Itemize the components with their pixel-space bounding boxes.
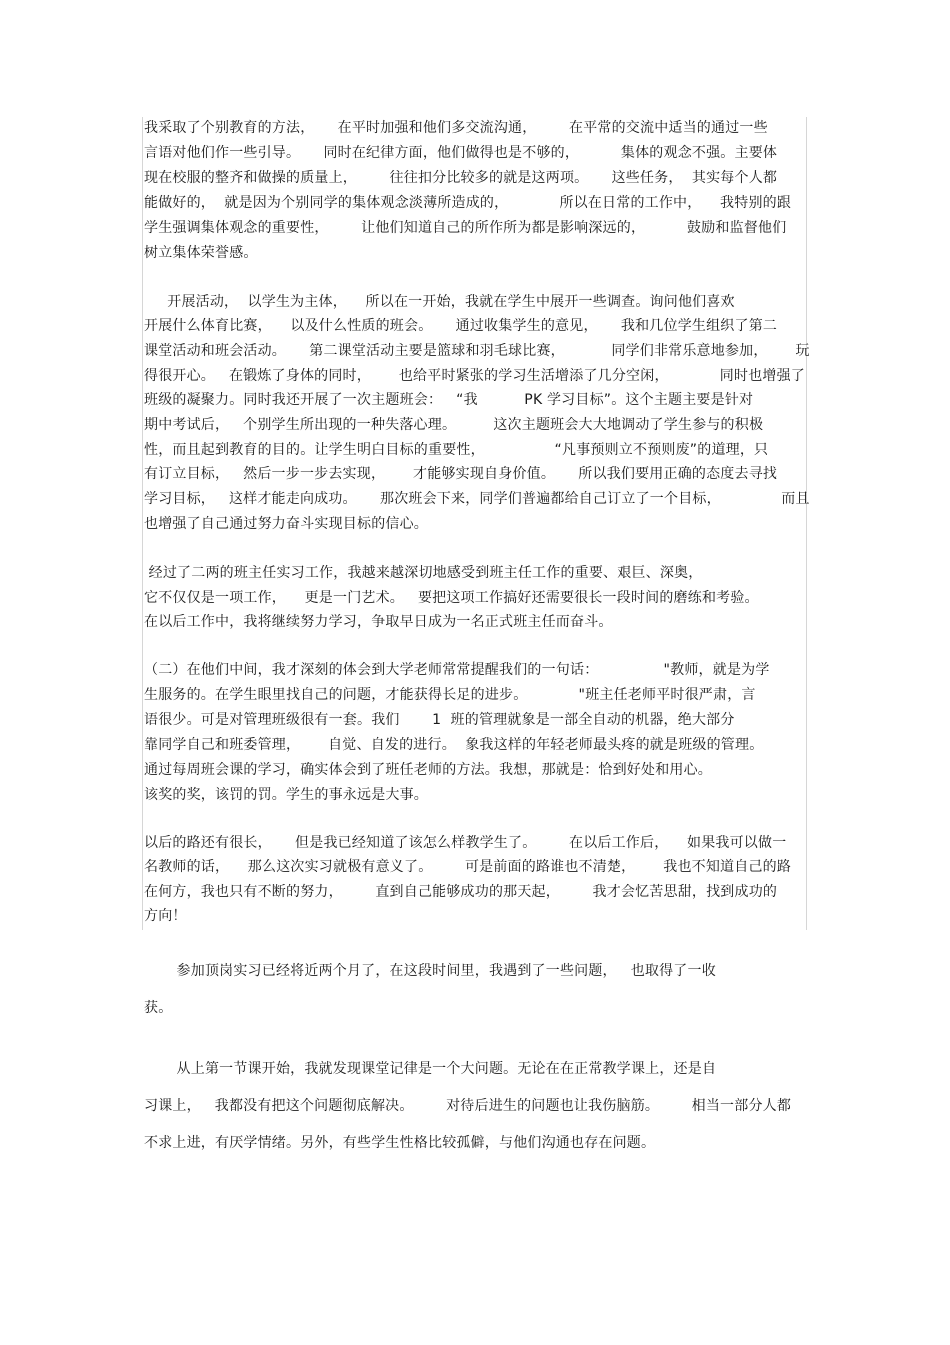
text-line: 能做好的， 就是因为个别同学的集体观念淡薄所造成的， 所以在日常的工作中， 我特别的跟 bbox=[144, 195, 792, 211]
text-line: 不求上进，有厌学情绪。另外，有些学生性格比较孤僻，与他们沟通也存在问题。 bbox=[144, 1135, 656, 1151]
text-line: 在何方，我也只有不断的努力， 直到自己能够成功的那天起， 我才会忆苦思甜，找到成功的 bbox=[144, 884, 778, 900]
left-border-line bbox=[142, 117, 143, 930]
text-line: （二）在他们中间，我才深刻的体会到大学老师常常提醒我们的一句话： "教师，就是为学 bbox=[144, 662, 770, 678]
text-line: 我采取了个别教育的方法， 在平时加强和他们多交流沟通， 在平常的交流中适当的通过一些 bbox=[144, 120, 768, 136]
text-line: 名教师的话， 那么这次实习就极有意义了。 可是前面的路谁也不清楚， 我也不知道自己的路 bbox=[144, 859, 792, 875]
text-line: 现在校服的整齐和做操的质量上， 往往扣分比较多的就是这两项。 这些任务， 其实每个人都 bbox=[144, 170, 778, 186]
text-line: 语很少。可是对管理班级很有一套。我们 1 班的管理就象是一部全自动的机器，绝大部分 bbox=[144, 712, 735, 728]
text-line: 学生强调集体观念的重要性， 让他们知道自己的所作所为都是影响深远的， 鼓励和监督他们 bbox=[144, 220, 787, 236]
text-line: 也增强了自己通过努力奋斗实现目标的信心。 bbox=[144, 516, 428, 532]
text-line: 学习目标， 这样才能走向成功。 那次班会下来，同学们普遍都给自己订立了一个目标， 而且 bbox=[144, 491, 810, 507]
text-line: 经过了二两的班主任实习工作，我越来越深切地感受到班主任工作的重要、艰巨、深奥， bbox=[144, 565, 703, 581]
right-border-line bbox=[806, 117, 807, 930]
text-line: 有订立目标， 然后一步一步去实现， 才能够实现自身价值。 所以我们要用正确的态度去寻找 bbox=[144, 466, 778, 482]
text-line: 性，而且起到教育的目的。让学生明白目标的重要性， “凡事预则立不预则废”的道理，只 bbox=[144, 442, 769, 458]
text-line: 获。 bbox=[144, 1000, 173, 1016]
text-line: 该奖的奖，该罚的罚。学生的事永远是大事。 bbox=[144, 787, 428, 803]
text-line: 通过每周班会课的学习，确实体会到了班任老师的方法。我想，那就是：恰到好处和用心。 bbox=[144, 762, 712, 778]
text-line: 得很开心。 在锻炼了身体的同时， 也给平时紧张的学习生活增添了几分空闲， 同时也增强了 bbox=[144, 368, 806, 384]
text-line: 树立集体荣誉感。 bbox=[144, 245, 258, 261]
text-line: 班级的凝聚力。同时我还开展了一次主题班会： “我 PK 学习目标”。这个主题主要是针对 bbox=[144, 392, 754, 408]
text-line: 开展什么体育比赛， 以及什么性质的班会。 通过收集学生的意见， 我和几位学生组织了第二 bbox=[144, 318, 778, 334]
text-line: 它不仅仅是一项工作， 更是一门艺术。 要把这项工作搞好还需要很长一段时间的磨练和考验。 bbox=[144, 590, 759, 606]
text-line: 习课上， 我都没有把这个问题彻底解决。 对待后进生的问题也让我伤脑筋。 相当一部分人都 bbox=[144, 1098, 792, 1114]
text-line: 以后的路还有很长， 但是我已经知道了该怎么样教学生了。 在以后工作后， 如果我可以做一 bbox=[144, 835, 787, 851]
text-line: 在以后工作中，我将继续努力学习，争取早日成为一名正式班主任而奋斗。 bbox=[144, 614, 613, 630]
text-line: 言语对他们作一些引导。 同时在纪律方面，他们做得也是不够的， 集体的观念不强。主要体 bbox=[144, 145, 778, 161]
text-line: 方向！ bbox=[144, 908, 187, 924]
text-line: 从上第一节课开始，我就发现课堂记律是一个大问题。无论在在正常教学课上，还是自 bbox=[144, 1061, 717, 1077]
text-line: 课堂活动和班会活动。 第二课堂活动主要是篮球和羽毛球比赛， 同学们非常乐意地参加， 玩 bbox=[144, 343, 810, 359]
text-line: 生服务的。在学生眼里找自己的问题，才能获得长足的进步。 "班主任老师平时很严肃，言 bbox=[144, 687, 756, 703]
text-line: 参加顶岗实习已经将近两个月了，在这段时间里，我遇到了一些问题， 也取得了一收 bbox=[144, 963, 716, 979]
text-line: 开展活动， 以学生为主体， 所以在一开始，我就在学生中展开一些调查。询问他们喜欢 bbox=[144, 294, 735, 310]
text-line: 期中考试后， 个别学生所出现的一种失落心理。 这次主题班会大大地调动了学生参与的积极 bbox=[144, 417, 764, 433]
text-line: 靠同学自己和班委管理， 自觉、自发的进行。 象我这样的年轻老师最头疼的就是班级的管理。 bbox=[144, 737, 764, 753]
